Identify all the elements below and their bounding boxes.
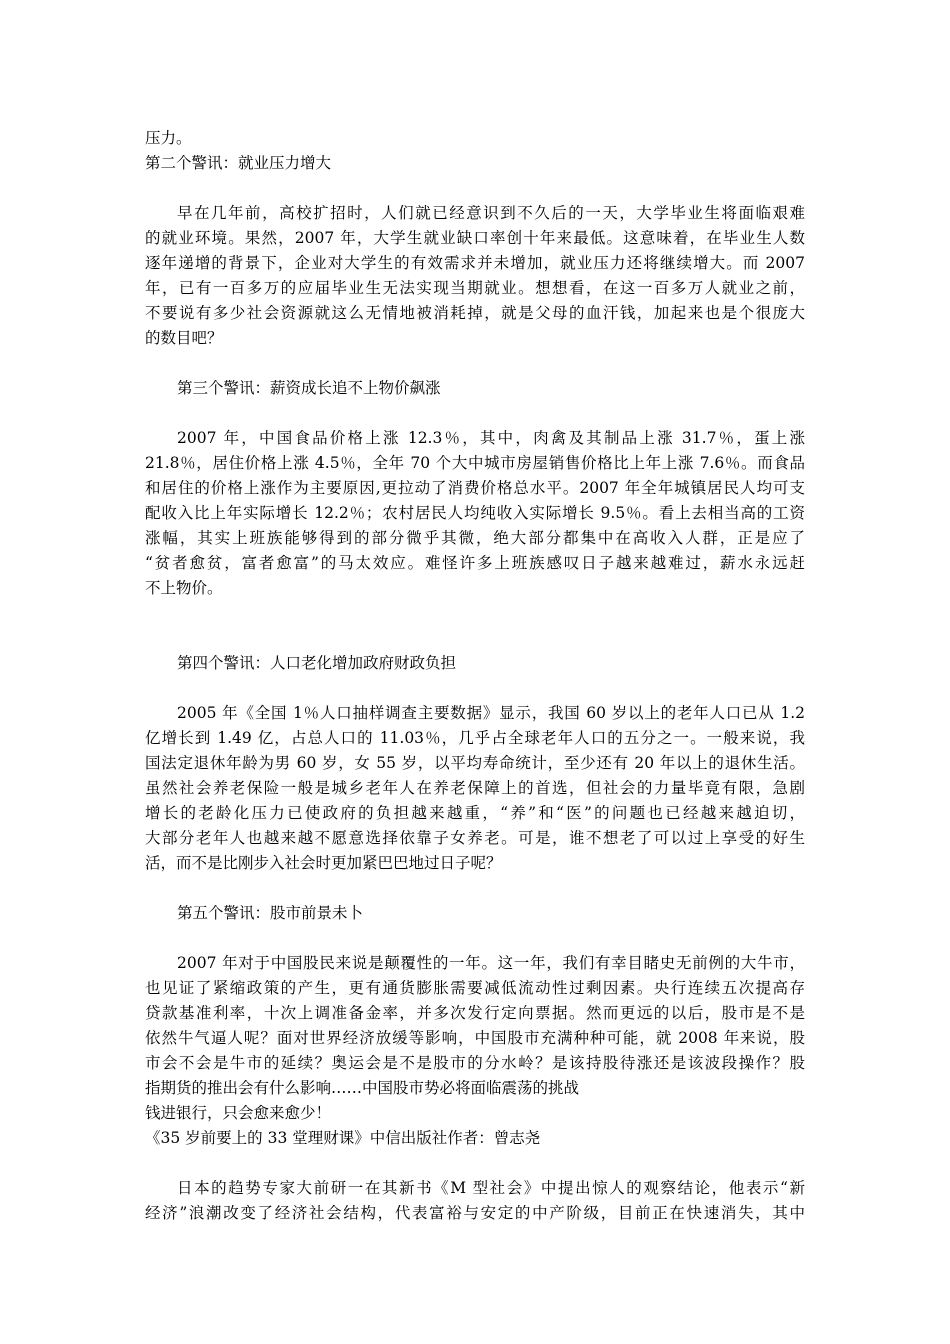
paragraph-line: 指期货的推出会有什么影响……中国股市势必将面临震荡的挑战 <box>145 1079 580 1097</box>
paragraph-line: 涨幅，其实上班族能够得到的部分微乎其微，绝大部分都集中在高收入人群，正是应了 <box>145 529 805 547</box>
paragraph-line: 配收入比上年实际增长 12.2％；农村居民人均纯收入实际增长 9.5％。看上去相当高的工资 <box>145 504 805 522</box>
section-heading: 第三个警讯：薪资成长追不上物价飙涨 <box>177 379 441 397</box>
text-line: 压力。 <box>145 129 192 147</box>
paragraph-line: 增长的老龄化压力已使政府的负担越来越重，“养”和“医”的问题也已经越来越迫切， <box>145 804 805 822</box>
paragraph-line: 不要说有多少社会资源就这么无情地被消耗掉，就是父母的血汗钱，加起来也是个很庞大 <box>145 304 805 322</box>
section-heading: 钱进银行，只会愈来愈少！ <box>145 1104 332 1122</box>
paragraph-line: 不上物价。 <box>145 579 223 597</box>
paragraph-line: 大部分老年人也越来越不愿意选择依靠子女养老。可是，谁不想老了可以过上享受的好生 <box>145 829 805 847</box>
paragraph-line: 2007 年，中国食品价格上涨 12.3％，其中，肉禽及其制品上涨 31.7％，蛋上涨 <box>177 429 805 447</box>
section-heading: 第四个警讯：人口老化增加政府财政负担 <box>177 654 457 672</box>
section-heading: 第二个警讯：就业压力增大 <box>145 154 332 172</box>
section-heading: 第五个警讯：股市前景未卜 <box>177 904 364 922</box>
paragraph-line: 虽然社会养老保险一般是城乡老年人在养老保障上的首选，但社会的力量毕竟有限，急剧 <box>145 779 805 797</box>
paragraph-line: 2005 年《全国 1％人口抽样调查主要数据》显示，我国 60 岁以上的老年人口已从 1.2 <box>177 704 805 722</box>
paragraph-line: 国法定退休年龄为男 60 岁，女 55 岁，以平均寿命统计，至少还有 20 年以上的退休生活。 <box>145 754 805 772</box>
paragraph-line: 依然牛气逼人呢？面对世界经济放缓等影响，中国股市充满种种可能，就 2008 年来说，股 <box>145 1029 805 1047</box>
paragraph-line: 年，已有一百多万的应届毕业生无法实现当期就业。想想看，在这一百多万人就业之前， <box>145 279 805 297</box>
paragraph-line: 2007 年对于中国股民来说是颠覆性的一年。这一年，我们有幸目睹史无前例的大牛市， <box>177 954 805 972</box>
paragraph-line: 和居住的价格上涨作为主要原因,更拉动了消费价格总水平。2007 年全年城镇居民人均可支 <box>145 479 805 497</box>
paragraph-line: 早在几年前，高校扩招时，人们就已经意识到不久后的一天，大学毕业生将面临艰难 <box>177 204 805 222</box>
paragraph-line: 贷款基准利率，十次上调准备金率，并多次发行定向票据。然而更远的以后，股市是不是 <box>145 1004 805 1022</box>
paragraph-line: 亿增长到 1.49 亿，占总人口的 11.03％，几乎占全球老年人口的五分之一。一般来说，我 <box>145 729 805 747</box>
paragraph-line: “贫者愈贫，富者愈富”的马太效应。难怪许多上班族感叹日子越来越难过，薪水永远赶 <box>145 554 805 572</box>
paragraph-line: 活，而不是比刚步入社会时更加紧巴巴地过日子呢？ <box>145 854 502 872</box>
paragraph-line: 21.8％，居住价格上涨 4.5％，全年 70 个大中城市房屋销售价格比上年上涨 7.6％。而食品 <box>145 454 805 472</box>
paragraph-line: 也见证了紧缩政策的产生，更有通货膨胀需要减低流动性过剩因素。央行连续五次提高存 <box>145 979 805 997</box>
paragraph-line: 逐年递增的背景下，企业对大学生的有效需求并未增加，就业压力还将继续增大。而 2007 <box>145 254 805 272</box>
paragraph-line: 市会不会是牛市的延续？奥运会是不是股市的分水岭？是该持股待涨还是该波段操作？股 <box>145 1054 805 1072</box>
paragraph-line: 的数目吧？ <box>145 329 223 347</box>
paragraph-line: 经济”浪潮改变了经济社会结构，代表富裕与安定的中产阶级，目前正在快速消失，其中 <box>145 1204 805 1222</box>
paragraph-line: 日本的趋势专家大前研一在其新书《M 型社会》中提出惊人的观察结论，他表示“新 <box>177 1179 805 1197</box>
book-citation: 《35 岁前要上的 33 堂理财课》中信出版社作者：曾志尧 <box>145 1129 541 1147</box>
paragraph-line: 的就业环境。果然，2007 年，大学生就业缺口率创十年来最低。这意味着，在毕业生人数 <box>145 229 805 247</box>
